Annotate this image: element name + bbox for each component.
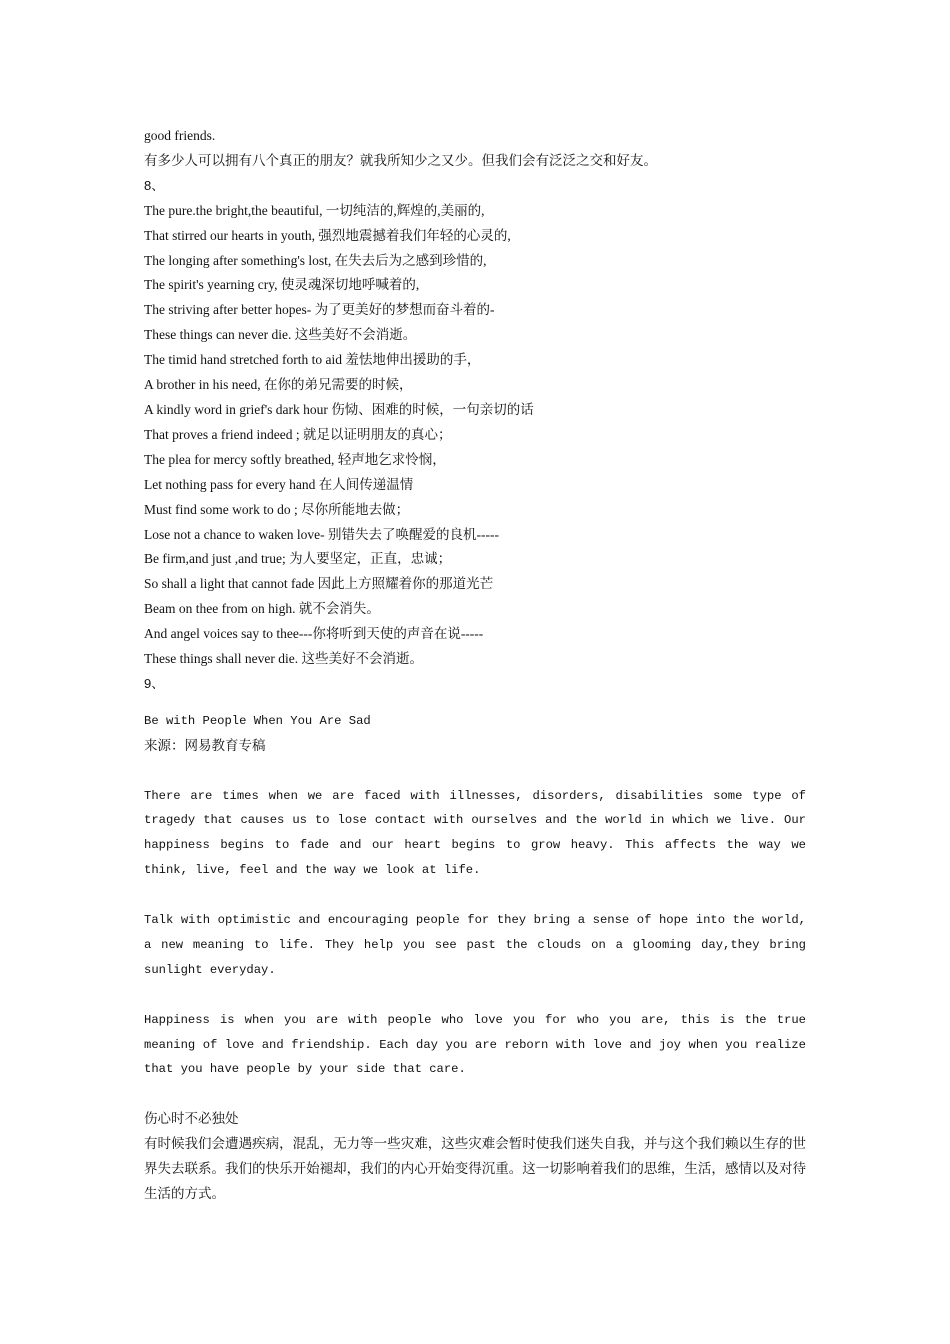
article-paragraph: Talk with optimistic and encouraging people for they bring a sense of hope into the world, a new meaning to life. They help you see past the clouds on a glooming day,they bring sunlight everyday.	[144, 913, 806, 977]
spacer	[144, 983, 806, 1008]
poem-line: Lose not a chance to waken love- 别错失去了唤醒爱的良机-----	[144, 526, 500, 542]
poem-line: That proves a friend indeed ; 就足以证明朋友的真心；	[144, 426, 452, 442]
spacer	[144, 759, 806, 784]
cn-paragraph: 有时候我们会遭遇疾病，混乱，无力等一些灾难，这些灾难会暂时使我们迷失自我，并与这个我们赖以生存的世界失去联系。我们的快乐开始褪却，我们的内心开始变得沉重。这一切影响着我们的思维，生活，感情以及对待生活的方式。	[144, 1136, 806, 1202]
poem-line: Let nothing pass for every hand 在人间传递温情	[144, 476, 414, 492]
article-source: 来源：网易教育专稿	[144, 737, 266, 753]
poem-line: That stirred our hearts in youth, 强烈地震撼着我们年轻的心灵的,	[144, 227, 511, 243]
spacer	[144, 1082, 806, 1107]
poem-line: The striving after better hopes- 为了更美好的梦想而奋斗着的-	[144, 302, 495, 318]
poem-line: Must find some work to do ; 尽你所能地去做；	[144, 501, 410, 517]
cn-title: 伤心时不必独处	[144, 1111, 239, 1127]
section-8-number: 8、	[144, 177, 165, 193]
spacer	[144, 697, 806, 709]
article-paragraph: There are times when we are faced with illnesses, disorders, disabilities some type of tragedy that causes us to lose contact with ourselves and the world in which we live. Our happiness begins to fade and our heart begins to grow heavy. This affects the way we think, live, feel and the way we look at life.	[144, 788, 806, 878]
document-content	[144, 124, 806, 1207]
poem-line: A brother in his need, 在你的弟兄需要的时候，	[144, 377, 413, 393]
poem-line: Beam on thee from on high. 就不会消失。	[144, 601, 380, 617]
spacer	[144, 883, 806, 908]
intro-cn-line: 有多少人可以拥有八个真正的朋友？就我所知少之又少。但我们会有泛泛之交和好友。	[144, 152, 657, 168]
poem-line: These things shall never die. 这些美好不会消逝。	[144, 651, 423, 667]
intro-line: good friends.	[144, 128, 216, 143]
poem-line: The timid hand stretched forth to aid 羞怯地伸出援助的手，	[144, 352, 481, 368]
poem-line: A kindly word in grief's dark hour 伤恸、困难的时候，一句亲切的话	[144, 401, 534, 417]
poem	[144, 199, 806, 672]
article-title: Be with People When You Are Sad	[144, 713, 371, 728]
article-paragraph: Happiness is when you are with people who love you for who you are, this is the true meaning of love and friendship. Each day you are reborn with love and joy when you realize that you have people by your side that care.	[144, 1012, 806, 1077]
poem-line: Be firm,and just ,and true; 为人要坚定，正直，忠诚；	[144, 551, 452, 567]
poem-line: The plea for mercy softly breathed, 轻声地乞求怜悯，	[144, 451, 446, 467]
poem-line: The spirit's yearning cry, 使灵魂深切地呼喊着的,	[144, 277, 420, 293]
poem-line: So shall a light that cannot fade 因此上方照耀着你的那道光芒	[144, 576, 494, 592]
poem-line: These things can never die. 这些美好不会消逝。	[144, 327, 417, 343]
poem-line: And angel voices say to thee---你将听到天使的声音在说-----	[144, 626, 484, 642]
poem-line: The longing after something's lost, 在失去后为之感到珍惜的,	[144, 252, 487, 268]
poem-line: The pure.the bright,the beautiful, 一切纯洁的,辉煌的,美丽的,	[144, 202, 485, 218]
section-9-number: 9、	[144, 675, 165, 691]
